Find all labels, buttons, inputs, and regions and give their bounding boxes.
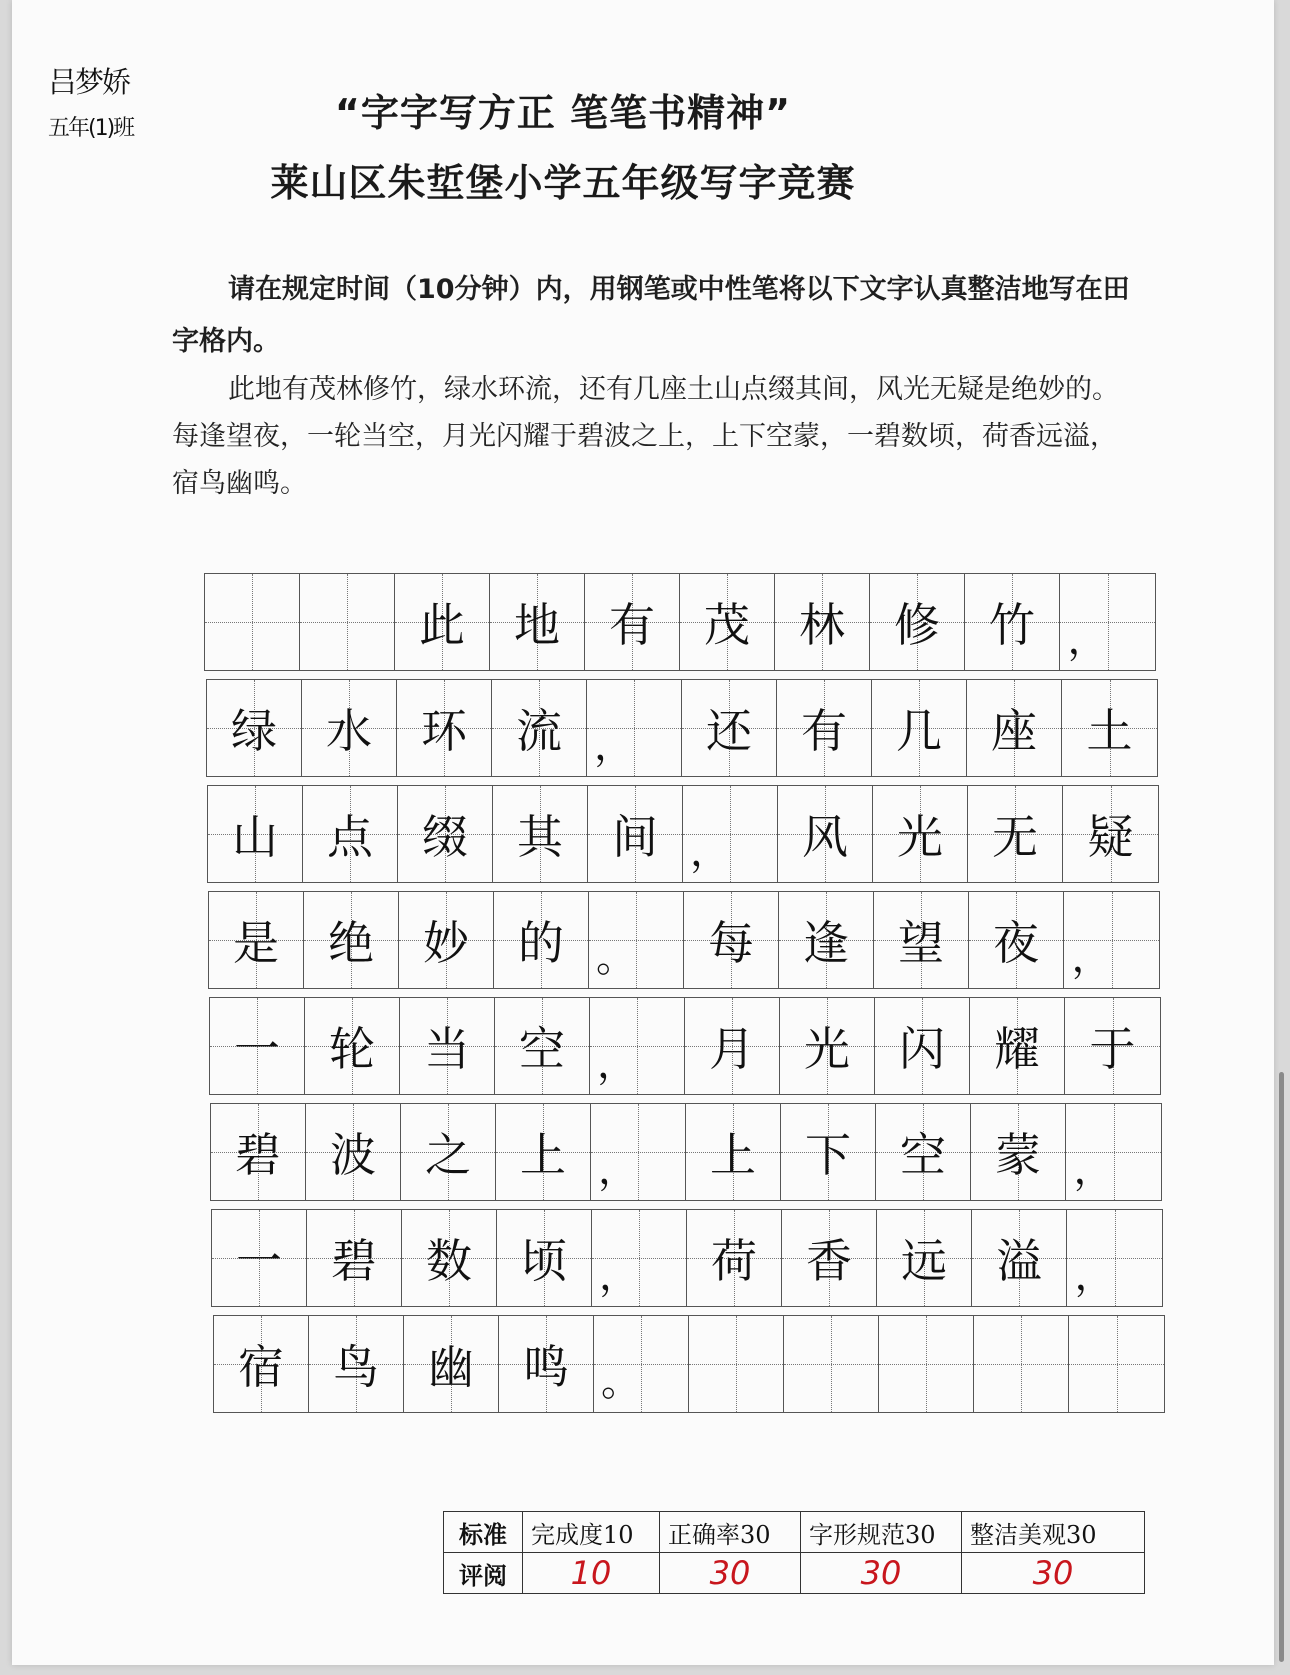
handwritten-char: 有 bbox=[609, 598, 655, 652]
handwritten-char: 还 bbox=[706, 704, 752, 758]
handwritten-char: 数 bbox=[426, 1234, 472, 1288]
handwritten-char: 修 bbox=[894, 598, 940, 652]
grid-cell bbox=[302, 680, 397, 776]
grid-cell bbox=[971, 1104, 1066, 1200]
instruction-text: 请在规定时间（10分钟）内，用钢笔或中性笔将以下文字认真整洁地写在田字格内。 bbox=[172, 274, 1130, 357]
handwritten-char: 间 bbox=[612, 810, 658, 864]
grid-cell bbox=[398, 786, 493, 882]
handwritten-char: 月 bbox=[709, 1022, 755, 1076]
handwritten-char: 鸣 bbox=[523, 1340, 569, 1394]
grid-cell bbox=[497, 1210, 592, 1306]
handwritten-char: ， bbox=[599, 1252, 639, 1299]
handwritten-char: 空 bbox=[900, 1128, 946, 1182]
grid-cell bbox=[585, 574, 680, 670]
handwritten-char: 顷 bbox=[521, 1234, 567, 1288]
criterion-completeness: 完成度10 bbox=[523, 1512, 660, 1553]
handwritten-char: ， bbox=[594, 722, 634, 769]
grid-cell bbox=[780, 998, 875, 1094]
handwritten-char: 香 bbox=[806, 1234, 852, 1288]
grid-cell bbox=[685, 998, 780, 1094]
handwritten-char: ， bbox=[597, 1040, 637, 1087]
handwritten-char: 流 bbox=[516, 704, 562, 758]
handwritten-char: 鸟 bbox=[333, 1340, 379, 1394]
handwritten-char: 其 bbox=[517, 810, 563, 864]
handwritten-char: 水 bbox=[326, 704, 372, 758]
grid-cell bbox=[1065, 998, 1160, 1094]
grid-row bbox=[206, 679, 1158, 777]
handwritten-char: 一 bbox=[236, 1234, 282, 1288]
handwritten-char: 是 bbox=[233, 916, 279, 970]
grid-cell bbox=[777, 680, 872, 776]
grid-cell bbox=[588, 786, 683, 882]
handwritten-char: 之 bbox=[425, 1128, 471, 1182]
grid-cell bbox=[682, 680, 777, 776]
grid-cell bbox=[402, 1210, 497, 1306]
grid-cell bbox=[309, 1316, 404, 1412]
grid-cell bbox=[1062, 680, 1157, 776]
handwritten-char: 妙 bbox=[423, 916, 469, 970]
handwritten-char: 环 bbox=[421, 704, 467, 758]
handwritten-char: 耀 bbox=[994, 1022, 1040, 1076]
grid-cell bbox=[307, 1210, 402, 1306]
grid-cell bbox=[1066, 1104, 1161, 1200]
handwritten-char: 风 bbox=[802, 810, 848, 864]
grid-cell bbox=[303, 786, 398, 882]
grid-cell bbox=[870, 574, 965, 670]
grid-cell bbox=[972, 1210, 1067, 1306]
grid-cell bbox=[782, 1210, 877, 1306]
handwritten-char: 点 bbox=[327, 810, 373, 864]
grid-row bbox=[208, 891, 1160, 989]
review-label: 评阅 bbox=[444, 1553, 523, 1594]
scores-row bbox=[444, 1553, 1145, 1594]
grid-row bbox=[207, 785, 1159, 883]
title-slogan: “字字写方正 笔笔书精神” bbox=[334, 91, 792, 135]
grid-cell bbox=[875, 998, 970, 1094]
grid-cell bbox=[970, 998, 1065, 1094]
grid-cell bbox=[879, 1316, 974, 1412]
handwritten-char: 闪 bbox=[899, 1022, 945, 1076]
handwritten-char: 。 bbox=[596, 934, 636, 981]
handwritten-char: 竹 bbox=[989, 598, 1035, 652]
handwritten-char: ， bbox=[1067, 616, 1108, 663]
handwritten-char: 轮 bbox=[329, 1022, 375, 1076]
grid-cell bbox=[492, 680, 587, 776]
handwritten-char: ， bbox=[598, 1146, 638, 1193]
grid-cell bbox=[496, 1104, 591, 1200]
grid-cell bbox=[493, 786, 588, 882]
grid-cell bbox=[872, 680, 967, 776]
grid-cell bbox=[395, 574, 490, 670]
grid-cell bbox=[877, 1210, 972, 1306]
grid-cell bbox=[1060, 574, 1155, 670]
handwritten-char: 夜 bbox=[993, 916, 1039, 970]
grid-cell bbox=[967, 680, 1062, 776]
contest-paper bbox=[12, 0, 1274, 1665]
grid-cell bbox=[211, 1104, 306, 1200]
grid-cell bbox=[873, 786, 968, 882]
handwritten-char: 逢 bbox=[803, 916, 849, 970]
grid-cell bbox=[689, 1316, 784, 1412]
handwritten-char: 的 bbox=[518, 916, 564, 970]
handwritten-char: 绿 bbox=[231, 704, 277, 758]
handwritten-char: 空 bbox=[519, 1022, 565, 1076]
handwritten-char: 无 bbox=[992, 810, 1038, 864]
handwritten-char: 上 bbox=[710, 1128, 756, 1182]
score-completeness: 10 bbox=[523, 1553, 660, 1594]
grid-cell bbox=[784, 1316, 879, 1412]
handwritten-char: ， bbox=[1071, 934, 1112, 981]
handwritten-char: 幽 bbox=[428, 1340, 474, 1394]
score-neatness: 30 bbox=[962, 1553, 1145, 1594]
criteria-row bbox=[444, 1512, 1145, 1553]
grid-cell bbox=[590, 998, 685, 1094]
handwritten-char: 。 bbox=[601, 1358, 641, 1405]
handwritten-char: 绝 bbox=[328, 916, 374, 970]
handwritten-char: 远 bbox=[901, 1234, 947, 1288]
handwritten-char: 一 bbox=[234, 1022, 280, 1076]
scrollbar[interactable] bbox=[1279, 1072, 1284, 1662]
grid-cell bbox=[775, 574, 870, 670]
grid-cell bbox=[214, 1316, 309, 1412]
criterion-form: 字形规范30 bbox=[801, 1512, 962, 1553]
handwritten-char: 疑 bbox=[1087, 810, 1134, 864]
grid-cell bbox=[687, 1210, 782, 1306]
grid-cell bbox=[592, 1210, 687, 1306]
grid-row bbox=[210, 1103, 1162, 1201]
grid-cell bbox=[778, 786, 873, 882]
student-name: 吕梦娇 bbox=[48, 65, 130, 99]
grid-cell bbox=[208, 786, 303, 882]
handwritten-char: 上 bbox=[520, 1128, 566, 1182]
handwritten-char: 土 bbox=[1086, 704, 1133, 758]
grid-row bbox=[204, 573, 1156, 671]
grid-cell bbox=[969, 892, 1064, 988]
grid-cell bbox=[495, 998, 590, 1094]
handwritten-char: 林 bbox=[799, 598, 845, 652]
grid-cell bbox=[874, 892, 969, 988]
grid-cell bbox=[591, 1104, 686, 1200]
score-form: 30 bbox=[801, 1553, 962, 1594]
score-accuracy: 30 bbox=[660, 1553, 801, 1594]
handwritten-char: 溢 bbox=[996, 1234, 1042, 1288]
grid-cell bbox=[300, 574, 395, 670]
grid-cell bbox=[965, 574, 1060, 670]
handwritten-char: 蒙 bbox=[995, 1128, 1041, 1182]
student-class: 五年(1)班 bbox=[48, 116, 134, 141]
grid-cell bbox=[306, 1104, 401, 1200]
grid-cell bbox=[207, 680, 302, 776]
handwritten-char: 宿 bbox=[238, 1340, 284, 1394]
grid-cell bbox=[490, 574, 585, 670]
grid-cell bbox=[404, 1316, 499, 1412]
handwritten-char: 当 bbox=[424, 1022, 470, 1076]
grid-cell bbox=[594, 1316, 689, 1412]
handwritten-char: 光 bbox=[804, 1022, 850, 1076]
grid-cell bbox=[1069, 1316, 1164, 1412]
handwritten-char: 下 bbox=[805, 1128, 851, 1182]
grid-cell bbox=[399, 892, 494, 988]
grid-cell bbox=[1063, 786, 1158, 882]
grid-cell bbox=[209, 892, 304, 988]
handwritten-char: 地 bbox=[514, 598, 560, 652]
grid-cell bbox=[686, 1104, 781, 1200]
criterion-neatness: 整洁美观30 bbox=[962, 1512, 1145, 1553]
grid-cell bbox=[494, 892, 589, 988]
grid-cell bbox=[305, 998, 400, 1094]
handwritten-char: 望 bbox=[898, 916, 944, 970]
grid-row bbox=[213, 1315, 1165, 1413]
handwritten-char: 光 bbox=[897, 810, 943, 864]
handwritten-char: ， bbox=[1074, 1252, 1115, 1299]
criteria-label: 标准 bbox=[444, 1512, 523, 1553]
handwritten-char: 缀 bbox=[422, 810, 468, 864]
grid-cell bbox=[210, 998, 305, 1094]
handwritten-char: 波 bbox=[330, 1128, 376, 1182]
grid-row bbox=[211, 1209, 1163, 1307]
handwritten-char: 此 bbox=[419, 598, 465, 652]
handwritten-char: 山 bbox=[232, 810, 278, 864]
grid-cell bbox=[680, 574, 775, 670]
grid-cell bbox=[684, 892, 779, 988]
grid-cell bbox=[400, 998, 495, 1094]
handwritten-char: 每 bbox=[708, 916, 754, 970]
grid-cell bbox=[1067, 1210, 1162, 1306]
grid-cell bbox=[974, 1316, 1069, 1412]
score-table bbox=[443, 1511, 1145, 1594]
grid-cell bbox=[968, 786, 1063, 882]
grid-cell bbox=[397, 680, 492, 776]
handwritten-char: 碧 bbox=[235, 1128, 281, 1182]
grid-cell bbox=[212, 1210, 307, 1306]
handwritten-char: 荷 bbox=[711, 1234, 757, 1288]
grid-cell bbox=[499, 1316, 594, 1412]
criterion-accuracy: 正确率30 bbox=[660, 1512, 801, 1553]
grid-cell bbox=[781, 1104, 876, 1200]
grid-cell bbox=[876, 1104, 971, 1200]
grid-cell bbox=[779, 892, 874, 988]
grid-cell bbox=[683, 786, 778, 882]
handwritten-char: 有 bbox=[801, 704, 847, 758]
handwritten-char: 几 bbox=[896, 704, 942, 758]
title-contest: 莱山区朱埑堡小学五年级写字竞赛 bbox=[270, 161, 856, 205]
grid-cell bbox=[401, 1104, 496, 1200]
handwritten-char: ， bbox=[690, 828, 730, 875]
handwritten-char: 座 bbox=[991, 704, 1037, 758]
grid-cell bbox=[304, 892, 399, 988]
handwritten-char: 茂 bbox=[704, 598, 750, 652]
grid-cell bbox=[589, 892, 684, 988]
grid-cell bbox=[587, 680, 682, 776]
grid-row bbox=[209, 997, 1161, 1095]
grid-cell bbox=[1064, 892, 1159, 988]
passage-text: 此地有茂林修竹，绿水环流，还有几座土山点缀其间，风光无疑是绝妙的。每逢望夜，一轮当空，月光闪耀于碧波之上，上下空蒙，一碧数顷，荷香远溢，宿鸟幽鸣。 bbox=[172, 374, 1119, 499]
handwritten-char: 于 bbox=[1089, 1022, 1136, 1076]
grid-cell bbox=[205, 574, 300, 670]
handwritten-char: 碧 bbox=[331, 1234, 377, 1288]
handwritten-char: ， bbox=[1073, 1146, 1114, 1193]
